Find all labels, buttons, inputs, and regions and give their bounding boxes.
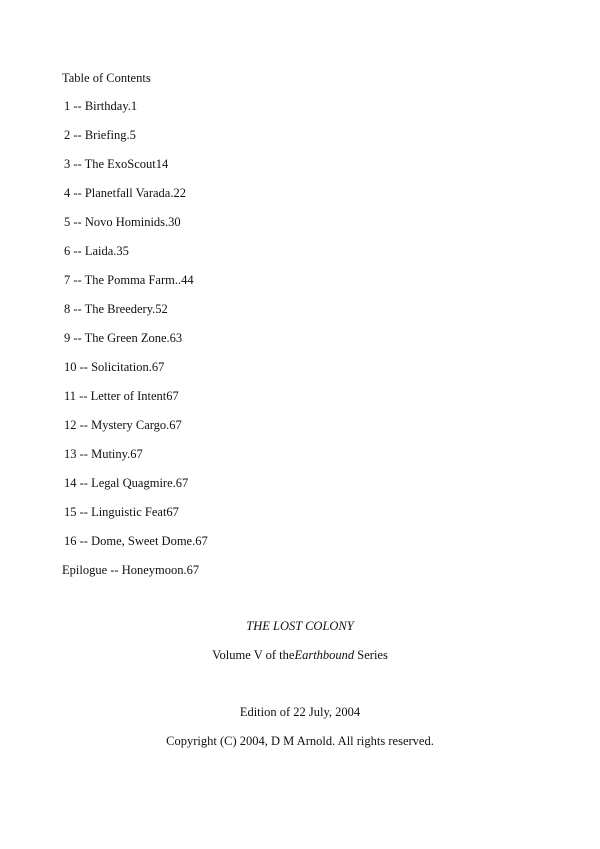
toc-item-14: 14 -- Legal Quagmire.67 (64, 476, 189, 490)
edition-line: Edition of 22 July, 2004 (239, 705, 361, 719)
toc-item-6: 6 -- Laida.35 (64, 244, 129, 258)
toc-item-16: 16 -- Dome, Sweet Dome.67 (64, 534, 208, 548)
volume-line (0, 648, 600, 663)
toc-item-epilogue: Epilogue -- Honeymoon.67 (62, 563, 200, 577)
toc-item-1: 1 -- Birthday.1 (64, 99, 138, 113)
toc-item-12: 12 -- Mystery Cargo.67 (64, 418, 182, 432)
toc-item-11: 11 -- Letter of Intent67 (64, 389, 179, 403)
series-name: Earthbound (294, 648, 355, 662)
toc-item-10: 10 -- Solicitation.67 (64, 360, 165, 374)
toc-item-8: 8 -- The Breedery.52 (64, 302, 168, 316)
toc-list (62, 99, 208, 592)
toc-item-4: 4 -- Planetfall Varada.22 (64, 186, 186, 200)
toc-item-5: 5 -- Novo Hominids.30 (64, 215, 181, 229)
toc-item-15: 15 -- Linguistic Feat67 (64, 505, 179, 519)
toc-item-7: 7 -- The Pomma Farm..44 (64, 273, 194, 287)
toc-item-9: 9 -- The Green Zone.63 (64, 331, 183, 345)
toc-item-13: 13 -- Mutiny.67 (64, 447, 143, 461)
toc-item-3: 3 -- The ExoScout14 (64, 157, 169, 171)
copyright-line: Copyright (C) 2004, D M Arnold. All rights reserved. (166, 734, 434, 748)
series-suffix: Series (354, 648, 388, 662)
book-title: THE LOST COLONY (246, 619, 354, 633)
volume-prefix: Volume V of the (212, 648, 295, 662)
toc-heading: Table of Contents (62, 71, 151, 85)
toc-item-2: 2 -- Briefing.5 (64, 128, 136, 142)
